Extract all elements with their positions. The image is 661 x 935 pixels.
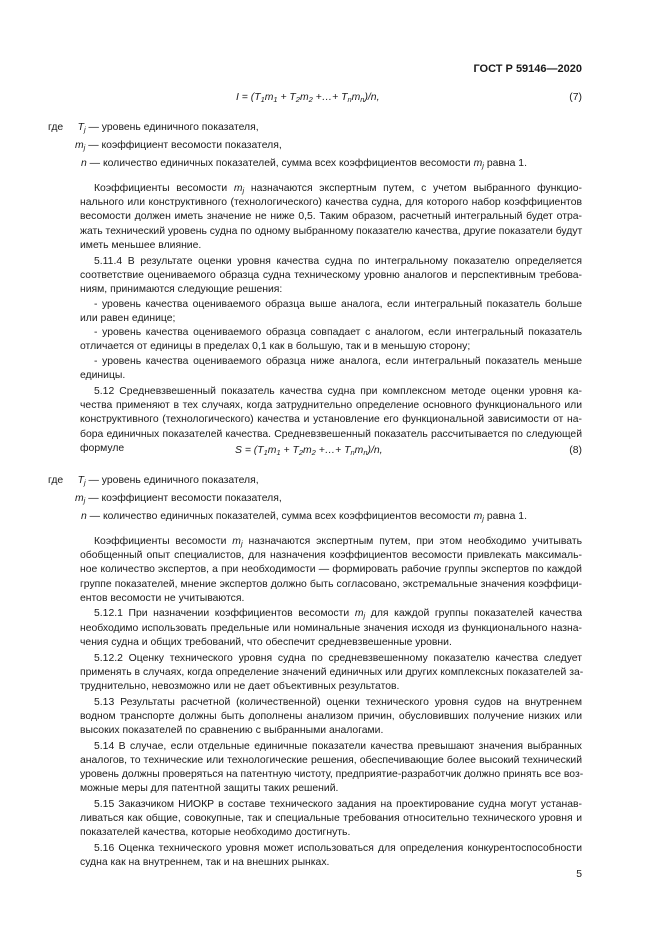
definition-tj: где $T_j$ — уровень единичного показателя,: [48, 122, 259, 134]
list-item: - уровень качества оцениваемого образца выше аналога, если интегральный показатель больше: [94, 299, 582, 310]
paragraph-line: ентов весомости не учитываются.: [80, 593, 245, 604]
paragraph-line: ливаться как общие, совокупные, так и специальные требования относительно технического уровня и: [80, 813, 582, 824]
paragraph-line: чества применяют в тех случаях, когда затруднительно определение основного функционального или: [80, 400, 582, 411]
paragraph-line: уровень должны проверяться на патентную чистоту, предприятие-разработчик должно принять все воз-: [80, 769, 584, 780]
paragraph-line: аналогов, то технические или технологические решения, обеспечивающие более высокий технический: [80, 755, 582, 766]
list-item: единицы.: [80, 370, 126, 381]
formula-7: $I = (T_1m_1 + T_2m_2$ +…+ $T_nm_n)/n$,: [236, 92, 380, 104]
paragraph-line: 5.12 Средневзвешенный показатель качества судна при комплексном методе оценки уровня ка-: [94, 386, 582, 397]
paragraph-line: 5.14 В случае, если отдельные единичные показатели качества превышают значения выбранных: [94, 741, 582, 752]
paragraph-line: чения судна и общих требований, что обеспечит средневзвешенные уровни.: [80, 637, 452, 648]
definition-mj: $m_j$ — коэффициент весомости показателя,: [75, 140, 282, 152]
paragraph-line: труднительно, невозможно или не дает объективных результатов.: [80, 681, 400, 692]
paragraph-line: 5.15 Заказчиком НИОКР в составе технического задания на проектирование судна могут устанав-: [94, 799, 582, 810]
paragraph-line: 5.16 Оценка технического уровня может использоваться для определения конкурентоспособности: [94, 843, 582, 854]
paragraph-line: бора единичных показателей качества. Средневзвешенный показатель рассчитывается по следующей: [80, 429, 582, 440]
paragraph-line: 5.12.2 Оценку технического уровня судна по средневзвешенному показателю качества следует: [94, 653, 582, 664]
definition-n: n — количество единичных показателей, сумма всех коэффициентов весомости $m_j$ равна 1.: [81, 511, 527, 523]
list-item: - уровень качества оцениваемого образца совпадает с аналогом, если интегральный показатель: [94, 327, 582, 338]
document-header: ГОСТ Р 59146—2020: [473, 63, 582, 75]
paragraph-line: высоких показателей по сравнению с выбранными аналогами.: [80, 725, 384, 736]
definition-mj: $m_j$ — коэффициент весомости показателя,: [75, 493, 282, 505]
paragraph-line: группе показателей, мнение экспертов должно быть согласовано, экстремальные значения коэффици-: [80, 579, 582, 590]
paragraph-line: показателей качества, которые необходимо достигнуть.: [80, 827, 351, 838]
paragraph-line: можные меры для патентной защиты таких решений.: [80, 783, 339, 794]
paragraph-line: 5.12.1 При назначении коэффициентов весомости $m_j$ для каждой группы показателей качества: [94, 608, 583, 620]
paragraph-line: Коэффициенты весомости $m_j$ назначаются экспертным путем, при этом необходимо учитывать: [94, 536, 582, 548]
formula-8: $S = (T_1m_1 + T_2m_2$ +…+ $T_nm_n)/n$,: [235, 445, 383, 457]
list-item: - уровень качества оцениваемого образца ниже аналога, если интегральный показатель меньше: [94, 356, 582, 367]
page-number: 5: [576, 869, 582, 880]
definition-tj: где $T_j$ — уровень единичного показателя,: [48, 475, 259, 487]
formula-7-number: (7): [569, 92, 582, 103]
paragraph-line: 5.13 Результаты расчетной (количественной) оценки технического уровня судов на внутреннем: [94, 697, 582, 708]
paragraph-line: водном транспорте должны быть дополнены анализом причин, обусловивших получение низких или: [80, 711, 582, 722]
paragraph-line: жать технический уровень судна по одному выбранному показателю качества, другие показатели будут: [80, 226, 583, 237]
paragraph-line: ниям, принимаются следующие решения:: [80, 284, 283, 295]
paragraph-line: конструктивного (технологического) качества и установление его функциональной зависимости от на-: [80, 414, 582, 425]
paragraph-line: судна как на внутреннем, так и на внешних рынках.: [80, 857, 330, 868]
paragraph-line: формуле: [80, 443, 125, 454]
list-item: или равен единице;: [80, 313, 176, 324]
paragraph-line: нального или конструктивного (технологического) качества судна, для которого набор коэффициентов: [80, 197, 582, 208]
paragraph-line: ное количество экспертов, а при необходимости — формировать рабочие группы экспертов по каждой: [80, 564, 582, 575]
paragraph-line: Коэффициенты весомости $m_j$ назначаются экспертным путем, с учетом выбранного функцио-: [94, 183, 582, 195]
paragraph-line: необходимо использовать предельные или номинальные значения исходя из функционального назна-: [80, 623, 582, 634]
paragraph-line: соответствие оцениваемого образца судна техническому уровню аналогов и перспективным требова-: [80, 270, 582, 281]
paragraph-line: обобщенный опыт специалистов, для назначения коэффициентов весомости привлекать максималь-: [80, 550, 582, 561]
paragraph-line: применять в случаях, когда определение значений единичных или других комплексных показателей за-: [80, 667, 584, 678]
list-item: отличается от единицы в пределах 0,1 как в большую, так и в меньшую сторону;: [80, 341, 471, 352]
formula-8-number: (8): [569, 445, 582, 456]
paragraph-line: весомости должен иметь значение не ниже 0,5. Таким образом, расчетный интегральный будет отра-: [80, 211, 582, 222]
paragraph-line: иметь меньшее влияние.: [80, 240, 202, 251]
definition-n: n — количество единичных показателей, сумма всех коэффициентов весомости $m_j$ равна 1.: [81, 158, 527, 170]
paragraph-line: 5.11.4 В результате оценки уровня качества судна по интегральному показателю определяется: [94, 256, 582, 267]
